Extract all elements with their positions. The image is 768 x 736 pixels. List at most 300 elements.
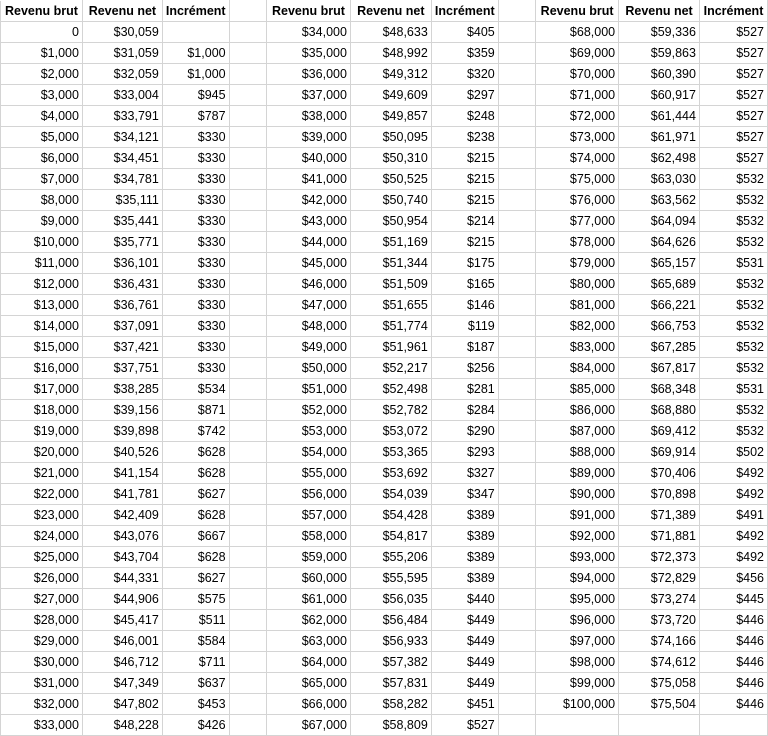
table-cell[interactable]: $36,431 <box>82 274 162 295</box>
table-cell[interactable]: $711 <box>162 652 229 673</box>
table-cell[interactable]: $53,000 <box>267 421 351 442</box>
table-cell[interactable]: $7,000 <box>1 169 83 190</box>
table-cell[interactable]: $47,349 <box>82 673 162 694</box>
table-cell[interactable]: $575 <box>162 589 229 610</box>
table-cell[interactable]: $48,000 <box>267 316 351 337</box>
spacer-cell[interactable] <box>229 43 266 64</box>
table-cell[interactable]: $426 <box>162 715 229 736</box>
table-cell[interactable]: $40,000 <box>267 148 351 169</box>
table-cell[interactable]: $72,829 <box>619 568 700 589</box>
spacer-cell[interactable] <box>229 211 266 232</box>
table-cell[interactable]: $79,000 <box>536 253 619 274</box>
table-cell[interactable]: $2,000 <box>1 64 83 85</box>
table-cell[interactable]: $74,000 <box>536 148 619 169</box>
table-cell[interactable]: $359 <box>431 43 498 64</box>
table-cell[interactable]: $51,344 <box>350 253 431 274</box>
table-cell[interactable]: $532 <box>699 295 767 316</box>
table-cell[interactable]: $58,809 <box>350 715 431 736</box>
table-cell[interactable]: $66,000 <box>267 694 351 715</box>
table-cell[interactable]: $330 <box>162 337 229 358</box>
spacer-cell[interactable] <box>498 64 535 85</box>
column-header[interactable]: Revenu net <box>82 1 162 22</box>
spacer-cell[interactable] <box>229 85 266 106</box>
table-cell[interactable]: $71,389 <box>619 505 700 526</box>
table-cell[interactable]: $24,000 <box>1 526 83 547</box>
table-cell[interactable]: $61,000 <box>267 589 351 610</box>
spacer-cell[interactable] <box>498 652 535 673</box>
table-cell[interactable]: $389 <box>431 526 498 547</box>
spacer-cell[interactable] <box>498 211 535 232</box>
table-cell[interactable]: $74,612 <box>619 652 700 673</box>
table-cell[interactable]: $405 <box>431 22 498 43</box>
table-cell[interactable]: $98,000 <box>536 652 619 673</box>
table-cell[interactable]: $50,000 <box>267 358 351 379</box>
table-cell[interactable]: $449 <box>431 673 498 694</box>
table-cell[interactable]: $33,004 <box>82 85 162 106</box>
table-cell[interactable]: $63,562 <box>619 190 700 211</box>
spacer-cell[interactable] <box>498 421 535 442</box>
table-cell[interactable]: $187 <box>431 337 498 358</box>
table-cell[interactable]: $146 <box>431 295 498 316</box>
table-cell[interactable]: $175 <box>431 253 498 274</box>
table-cell[interactable]: $584 <box>162 631 229 652</box>
table-cell[interactable]: $92,000 <box>536 526 619 547</box>
table-cell[interactable]: $75,504 <box>619 694 700 715</box>
table-cell[interactable]: $389 <box>431 568 498 589</box>
table-cell[interactable]: $99,000 <box>536 673 619 694</box>
table-cell[interactable]: $23,000 <box>1 505 83 526</box>
table-cell[interactable]: $532 <box>699 190 767 211</box>
table-cell[interactable]: $70,898 <box>619 484 700 505</box>
table-cell[interactable]: $22,000 <box>1 484 83 505</box>
table-cell[interactable] <box>536 715 619 736</box>
table-cell[interactable]: $74,166 <box>619 631 700 652</box>
table-cell[interactable]: $34,000 <box>267 22 351 43</box>
spacer-cell[interactable] <box>229 295 266 316</box>
spacer-cell[interactable] <box>498 673 535 694</box>
table-cell[interactable]: $48,633 <box>350 22 431 43</box>
table-cell[interactable]: $628 <box>162 547 229 568</box>
table-cell[interactable]: $53,692 <box>350 463 431 484</box>
table-cell[interactable]: $451 <box>431 694 498 715</box>
table-cell[interactable]: $36,101 <box>82 253 162 274</box>
table-cell[interactable]: $31,000 <box>1 673 83 694</box>
table-cell[interactable]: $330 <box>162 190 229 211</box>
table-cell[interactable]: $34,781 <box>82 169 162 190</box>
table-cell[interactable]: $456 <box>699 568 767 589</box>
table-cell[interactable]: $49,312 <box>350 64 431 85</box>
table-cell[interactable]: $41,154 <box>82 463 162 484</box>
table-cell[interactable]: $54,428 <box>350 505 431 526</box>
table-cell[interactable]: $28,000 <box>1 610 83 631</box>
spacer-cell[interactable] <box>498 715 535 736</box>
table-cell[interactable]: $627 <box>162 568 229 589</box>
table-cell[interactable]: $16,000 <box>1 358 83 379</box>
table-cell[interactable]: $1,000 <box>162 43 229 64</box>
table-cell[interactable]: $58,282 <box>350 694 431 715</box>
column-header[interactable]: Incrément <box>699 1 767 22</box>
table-cell[interactable]: $215 <box>431 169 498 190</box>
table-cell[interactable]: $51,655 <box>350 295 431 316</box>
table-cell[interactable]: $63,030 <box>619 169 700 190</box>
table-cell[interactable]: $256 <box>431 358 498 379</box>
table-cell[interactable]: $37,751 <box>82 358 162 379</box>
spacer-cell[interactable] <box>229 631 266 652</box>
table-cell[interactable]: $330 <box>162 253 229 274</box>
table-cell[interactable]: $327 <box>431 463 498 484</box>
table-cell[interactable]: $44,331 <box>82 568 162 589</box>
spacer-cell[interactable] <box>229 274 266 295</box>
table-cell[interactable]: $35,441 <box>82 211 162 232</box>
table-cell[interactable]: $100,000 <box>536 694 619 715</box>
table-cell[interactable]: $72,000 <box>536 106 619 127</box>
table-cell[interactable]: $11,000 <box>1 253 83 274</box>
spacer-cell[interactable] <box>498 295 535 316</box>
table-cell[interactable]: $37,421 <box>82 337 162 358</box>
spacer-cell[interactable] <box>229 64 266 85</box>
table-cell[interactable]: $39,000 <box>267 127 351 148</box>
table-cell[interactable]: $446 <box>699 631 767 652</box>
table-cell[interactable]: $35,111 <box>82 190 162 211</box>
spacer-cell[interactable] <box>498 106 535 127</box>
spacer-cell[interactable] <box>229 442 266 463</box>
table-cell[interactable]: $25,000 <box>1 547 83 568</box>
table-cell[interactable]: $68,348 <box>619 379 700 400</box>
table-cell[interactable]: $281 <box>431 379 498 400</box>
table-cell[interactable]: $165 <box>431 274 498 295</box>
spacer-cell[interactable] <box>498 379 535 400</box>
spacer-cell[interactable] <box>229 337 266 358</box>
table-cell[interactable]: $330 <box>162 127 229 148</box>
table-cell[interactable]: $93,000 <box>536 547 619 568</box>
table-cell[interactable]: $214 <box>431 211 498 232</box>
table-cell[interactable]: $491 <box>699 505 767 526</box>
table-cell[interactable]: $449 <box>431 631 498 652</box>
table-cell[interactable]: $27,000 <box>1 589 83 610</box>
table-cell[interactable]: $51,509 <box>350 274 431 295</box>
table-cell[interactable]: $527 <box>699 22 767 43</box>
table-cell[interactable]: $72,373 <box>619 547 700 568</box>
table-cell[interactable]: $330 <box>162 274 229 295</box>
table-cell[interactable]: $492 <box>699 463 767 484</box>
table-cell[interactable]: $71,000 <box>536 85 619 106</box>
table-cell[interactable]: $41,781 <box>82 484 162 505</box>
table-cell[interactable]: $44,000 <box>267 232 351 253</box>
column-header[interactable]: Revenu brut <box>1 1 83 22</box>
spacer-cell[interactable] <box>229 568 266 589</box>
table-cell[interactable]: $40,526 <box>82 442 162 463</box>
spacer-cell[interactable] <box>498 610 535 631</box>
table-cell[interactable]: $532 <box>699 316 767 337</box>
table-cell[interactable]: $43,000 <box>267 211 351 232</box>
table-cell[interactable]: $57,382 <box>350 652 431 673</box>
table-cell[interactable]: $215 <box>431 232 498 253</box>
spacer-cell[interactable] <box>498 400 535 421</box>
table-cell[interactable]: $21,000 <box>1 463 83 484</box>
table-cell[interactable]: $68,000 <box>536 22 619 43</box>
table-cell[interactable]: $42,000 <box>267 190 351 211</box>
table-cell[interactable]: $119 <box>431 316 498 337</box>
spacer-cell[interactable] <box>498 316 535 337</box>
spacer-cell[interactable] <box>229 316 266 337</box>
table-cell[interactable]: $64,626 <box>619 232 700 253</box>
table-cell[interactable]: $63,000 <box>267 631 351 652</box>
table-cell[interactable]: $64,000 <box>267 652 351 673</box>
table-cell[interactable]: $35,771 <box>82 232 162 253</box>
table-cell[interactable]: $12,000 <box>1 274 83 295</box>
spacer-cell[interactable] <box>498 694 535 715</box>
table-cell[interactable]: $18,000 <box>1 400 83 421</box>
table-cell[interactable]: $527 <box>699 127 767 148</box>
table-cell[interactable]: $50,525 <box>350 169 431 190</box>
table-cell[interactable]: $532 <box>699 421 767 442</box>
table-cell[interactable]: $56,484 <box>350 610 431 631</box>
table-cell[interactable]: $492 <box>699 526 767 547</box>
table-cell[interactable]: $84,000 <box>536 358 619 379</box>
table-cell[interactable]: $440 <box>431 589 498 610</box>
table-cell[interactable]: $39,156 <box>82 400 162 421</box>
table-cell[interactable]: $57,831 <box>350 673 431 694</box>
table-cell[interactable]: $14,000 <box>1 316 83 337</box>
table-cell[interactable]: $26,000 <box>1 568 83 589</box>
table-cell[interactable]: $330 <box>162 211 229 232</box>
table-cell[interactable]: $54,039 <box>350 484 431 505</box>
table-cell[interactable]: $320 <box>431 64 498 85</box>
table-cell[interactable]: $19,000 <box>1 421 83 442</box>
table-cell[interactable]: $32,059 <box>82 64 162 85</box>
spacer-cell[interactable] <box>498 232 535 253</box>
spacer-cell[interactable] <box>229 589 266 610</box>
table-cell[interactable]: $60,390 <box>619 64 700 85</box>
spacer-cell[interactable] <box>498 463 535 484</box>
table-cell[interactable]: $67,000 <box>267 715 351 736</box>
table-cell[interactable]: $56,000 <box>267 484 351 505</box>
spacer-cell[interactable] <box>498 43 535 64</box>
table-cell[interactable]: $51,774 <box>350 316 431 337</box>
table-cell[interactable]: $55,595 <box>350 568 431 589</box>
spacer-cell[interactable] <box>498 190 535 211</box>
spacer-cell[interactable] <box>229 673 266 694</box>
table-cell[interactable]: $330 <box>162 148 229 169</box>
column-header[interactable]: Revenu net <box>619 1 700 22</box>
table-cell[interactable]: $75,000 <box>536 169 619 190</box>
table-cell[interactable]: $56,035 <box>350 589 431 610</box>
table-cell[interactable]: $46,712 <box>82 652 162 673</box>
table-cell[interactable]: $65,689 <box>619 274 700 295</box>
table-cell[interactable]: $73,720 <box>619 610 700 631</box>
spacer-cell[interactable] <box>498 85 535 106</box>
table-cell[interactable]: $45,000 <box>267 253 351 274</box>
table-cell[interactable]: $68,880 <box>619 400 700 421</box>
table-cell[interactable]: $532 <box>699 211 767 232</box>
table-cell[interactable]: $37,091 <box>82 316 162 337</box>
table-cell[interactable]: $36,000 <box>267 64 351 85</box>
table-cell[interactable]: $39,898 <box>82 421 162 442</box>
spacer-cell[interactable] <box>498 127 535 148</box>
table-cell[interactable]: $627 <box>162 484 229 505</box>
table-cell[interactable]: $532 <box>699 358 767 379</box>
table-cell[interactable]: $38,000 <box>267 106 351 127</box>
spacer-cell[interactable] <box>498 148 535 169</box>
table-cell[interactable]: $532 <box>699 232 767 253</box>
table-cell[interactable]: $70,406 <box>619 463 700 484</box>
table-cell[interactable]: $60,917 <box>619 85 700 106</box>
table-cell[interactable]: $80,000 <box>536 274 619 295</box>
table-cell[interactable]: $61,444 <box>619 106 700 127</box>
table-cell[interactable]: $53,072 <box>350 421 431 442</box>
table-cell[interactable] <box>619 715 700 736</box>
table-cell[interactable]: $95,000 <box>536 589 619 610</box>
table-cell[interactable]: $742 <box>162 421 229 442</box>
table-cell[interactable]: $69,914 <box>619 442 700 463</box>
table-cell[interactable]: $871 <box>162 400 229 421</box>
table-cell[interactable]: $330 <box>162 358 229 379</box>
spacer-cell[interactable] <box>229 253 266 274</box>
table-cell[interactable]: $492 <box>699 547 767 568</box>
spacer-cell[interactable] <box>498 526 535 547</box>
table-cell[interactable]: $534 <box>162 379 229 400</box>
table-cell[interactable]: $531 <box>699 253 767 274</box>
spacer-header[interactable] <box>498 1 535 22</box>
table-cell[interactable]: $20,000 <box>1 442 83 463</box>
table-cell[interactable]: $42,409 <box>82 505 162 526</box>
table-cell[interactable]: $527 <box>699 64 767 85</box>
table-cell[interactable]: $527 <box>699 43 767 64</box>
table-cell[interactable]: $945 <box>162 85 229 106</box>
table-cell[interactable]: $389 <box>431 505 498 526</box>
table-cell[interactable]: $47,802 <box>82 694 162 715</box>
table-cell[interactable]: $532 <box>699 169 767 190</box>
spacer-cell[interactable] <box>229 127 266 148</box>
spacer-cell[interactable] <box>498 484 535 505</box>
table-cell[interactable]: $97,000 <box>536 631 619 652</box>
spacer-cell[interactable] <box>229 610 266 631</box>
table-cell[interactable]: $330 <box>162 232 229 253</box>
table-cell[interactable]: $44,906 <box>82 589 162 610</box>
table-cell[interactable]: $78,000 <box>536 232 619 253</box>
table-cell[interactable]: $52,498 <box>350 379 431 400</box>
table-cell[interactable]: $77,000 <box>536 211 619 232</box>
table-cell[interactable]: $446 <box>699 673 767 694</box>
table-cell[interactable]: $47,000 <box>267 295 351 316</box>
table-cell[interactable]: $73,274 <box>619 589 700 610</box>
spacer-cell[interactable] <box>498 589 535 610</box>
table-cell[interactable]: $297 <box>431 85 498 106</box>
table-cell[interactable]: $67,817 <box>619 358 700 379</box>
table-cell[interactable]: $527 <box>431 715 498 736</box>
table-cell[interactable] <box>162 22 229 43</box>
table-cell[interactable]: $215 <box>431 190 498 211</box>
spacer-cell[interactable] <box>498 22 535 43</box>
table-cell[interactable]: $34,121 <box>82 127 162 148</box>
table-cell[interactable]: $330 <box>162 316 229 337</box>
table-cell[interactable]: $59,000 <box>267 547 351 568</box>
table-cell[interactable]: $49,000 <box>267 337 351 358</box>
table-cell[interactable]: $91,000 <box>536 505 619 526</box>
table-cell[interactable]: $527 <box>699 148 767 169</box>
spacer-cell[interactable] <box>229 232 266 253</box>
table-cell[interactable]: $52,782 <box>350 400 431 421</box>
spacer-cell[interactable] <box>229 421 266 442</box>
spacer-cell[interactable] <box>498 337 535 358</box>
table-cell[interactable]: $69,412 <box>619 421 700 442</box>
table-cell[interactable]: $13,000 <box>1 295 83 316</box>
table-cell[interactable]: $637 <box>162 673 229 694</box>
spacer-header[interactable] <box>229 1 266 22</box>
table-cell[interactable]: $89,000 <box>536 463 619 484</box>
table-cell[interactable]: $54,817 <box>350 526 431 547</box>
table-cell[interactable]: $6,000 <box>1 148 83 169</box>
table-cell[interactable]: $446 <box>699 610 767 631</box>
table-cell[interactable]: $71,881 <box>619 526 700 547</box>
table-cell[interactable]: $290 <box>431 421 498 442</box>
table-cell[interactable]: $17,000 <box>1 379 83 400</box>
table-cell[interactable]: $73,000 <box>536 127 619 148</box>
table-cell[interactable]: $532 <box>699 400 767 421</box>
spacer-cell[interactable] <box>498 631 535 652</box>
table-cell[interactable]: $61,971 <box>619 127 700 148</box>
table-cell[interactable]: $62,498 <box>619 148 700 169</box>
table-cell[interactable] <box>699 715 767 736</box>
spacer-cell[interactable] <box>229 358 266 379</box>
table-cell[interactable]: $449 <box>431 610 498 631</box>
table-cell[interactable]: $46,001 <box>82 631 162 652</box>
table-cell[interactable]: $38,285 <box>82 379 162 400</box>
table-cell[interactable]: $248 <box>431 106 498 127</box>
spacer-cell[interactable] <box>498 358 535 379</box>
table-cell[interactable]: $96,000 <box>536 610 619 631</box>
table-cell[interactable]: $532 <box>699 337 767 358</box>
spacer-cell[interactable] <box>498 169 535 190</box>
spacer-cell[interactable] <box>229 505 266 526</box>
table-cell[interactable]: $50,095 <box>350 127 431 148</box>
table-cell[interactable]: $54,000 <box>267 442 351 463</box>
table-cell[interactable]: $50,954 <box>350 211 431 232</box>
table-cell[interactable]: $58,000 <box>267 526 351 547</box>
table-cell[interactable]: $29,000 <box>1 631 83 652</box>
table-cell[interactable]: $449 <box>431 652 498 673</box>
table-cell[interactable]: $502 <box>699 442 767 463</box>
column-header[interactable]: Revenu brut <box>267 1 351 22</box>
table-cell[interactable]: $52,000 <box>267 400 351 421</box>
table-cell[interactable]: $10,000 <box>1 232 83 253</box>
spacer-cell[interactable] <box>229 106 266 127</box>
table-cell[interactable]: $65,000 <box>267 673 351 694</box>
table-cell[interactable]: $1,000 <box>162 64 229 85</box>
table-cell[interactable]: $70,000 <box>536 64 619 85</box>
table-cell[interactable]: $49,857 <box>350 106 431 127</box>
table-cell[interactable]: $88,000 <box>536 442 619 463</box>
table-cell[interactable]: $527 <box>699 106 767 127</box>
column-header[interactable]: Revenu net <box>350 1 431 22</box>
table-cell[interactable]: $69,000 <box>536 43 619 64</box>
column-header[interactable]: Incrément <box>162 1 229 22</box>
table-cell[interactable]: $492 <box>699 484 767 505</box>
table-cell[interactable]: $57,000 <box>267 505 351 526</box>
table-cell[interactable]: $67,285 <box>619 337 700 358</box>
table-cell[interactable]: $15,000 <box>1 337 83 358</box>
table-cell[interactable]: $49,609 <box>350 85 431 106</box>
table-cell[interactable]: $446 <box>699 694 767 715</box>
spacer-cell[interactable] <box>229 484 266 505</box>
table-cell[interactable]: $37,000 <box>267 85 351 106</box>
table-cell[interactable]: $532 <box>699 274 767 295</box>
table-cell[interactable]: $628 <box>162 505 229 526</box>
table-cell[interactable]: $1,000 <box>1 43 83 64</box>
table-cell[interactable]: $32,000 <box>1 694 83 715</box>
table-cell[interactable]: $293 <box>431 442 498 463</box>
table-cell[interactable]: $60,000 <box>267 568 351 589</box>
